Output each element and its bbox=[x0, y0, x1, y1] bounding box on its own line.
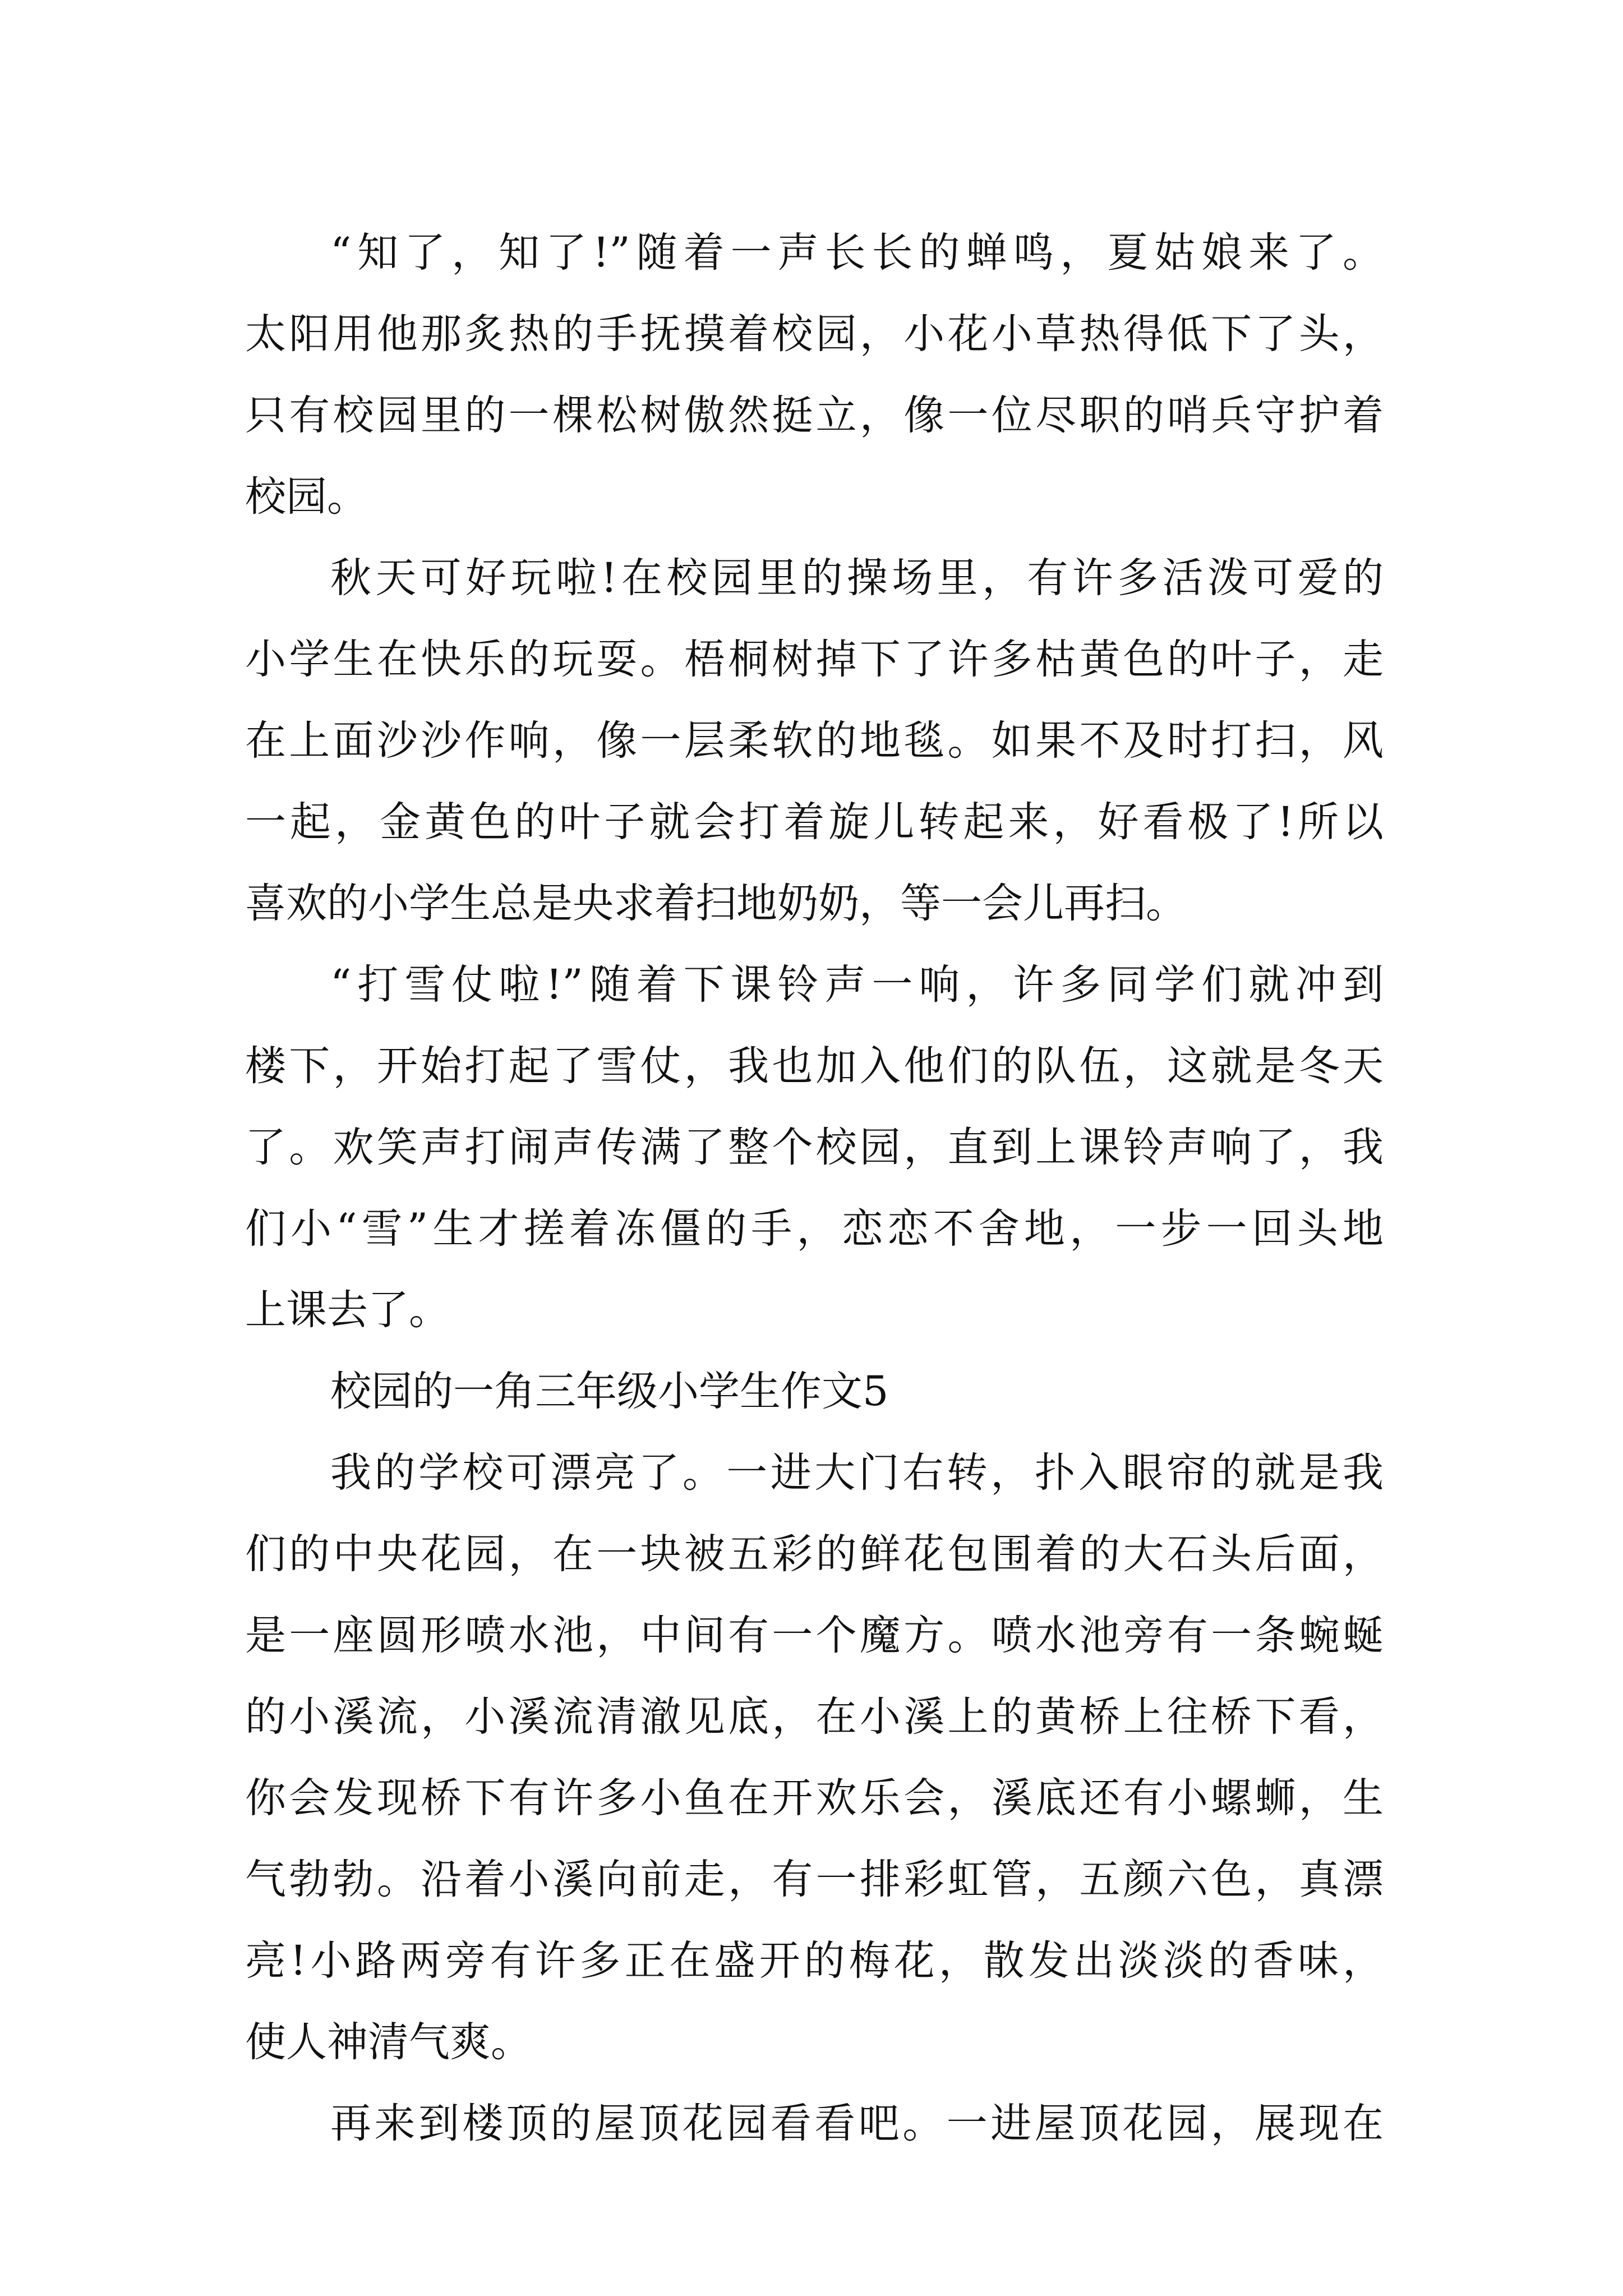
text-line: “知了，知了!”随着一声长长的蝉鸣，夏姑娘来了。 bbox=[330, 229, 1384, 277]
text-line: 我的学校可漂亮了。一进大门右转，扑入眼帘的就是我 bbox=[330, 1449, 1384, 1497]
text-line: 在上面沙沙作响，像一层柔软的地毯。如果不及时打扫，风 bbox=[245, 717, 1384, 765]
text-line: 小学生在快乐的玩耍。梧桐树掉下了许多枯黄色的叶子，走 bbox=[245, 636, 1384, 683]
text-line: 们的中央花园，在一块被五彩的鲜花包围着的大石头后面， bbox=[245, 1530, 1384, 1578]
text-line: 们小“雪”生才搓着冻僵的手，恋恋不舍地，一步一回头地 bbox=[245, 1205, 1384, 1253]
text-line: 的小溪流，小溪流清澈见底，在小溪上的黄桥上往桥下看， bbox=[245, 1693, 1384, 1741]
text-line: 喜欢的小学生总是央求着扫地奶奶，等一会儿再扫。 bbox=[245, 880, 1187, 927]
text-line: 一起，金黄色的叶子就会打着旋儿转起来，好看极了!所以 bbox=[245, 798, 1384, 846]
text-line: 了。欢笑声打闹声传满了整个校园，直到上课铃声响了，我 bbox=[245, 1124, 1384, 1171]
text-line: 楼下，开始打起了雪仗，我也加入他们的队伍，这就是冬天 bbox=[245, 1042, 1384, 1090]
text-line: 你会发现桥下有许多小鱼在开欢乐会，溪底还有小螺蛳，生 bbox=[245, 1774, 1384, 1822]
section-heading: 校园的一角三年级小学生作文5 bbox=[330, 1368, 889, 1415]
text-line: “打雪仗啦!”随着下课铃声一响，许多同学们就冲到 bbox=[330, 961, 1384, 1009]
text-line: 秋天可好玩啦!在校园里的操场里，有许多活泼可爱的 bbox=[330, 554, 1384, 602]
document-body bbox=[245, 212, 1384, 2164]
text-line: 太阳用他那炙热的手抚摸着校园，小花小草热得低下了头， bbox=[245, 310, 1384, 358]
text-line: 上课去了。 bbox=[245, 1286, 450, 1334]
text-line: 亮!小路两旁有许多正在盛开的梅花，散发出淡淡的香味， bbox=[245, 1937, 1384, 1985]
text-line: 气勃勃。沿着小溪向前走，有一排彩虹管，五颜六色，真漂 bbox=[245, 1856, 1384, 1903]
text-line: 是一座圆形喷水池，中间有一个魔方。喷水池旁有一条蜿蜒 bbox=[245, 1612, 1384, 1659]
text-line: 只有校园里的一棵松树傲然挺立，像一位尽职的哨兵守护着 bbox=[245, 392, 1384, 439]
text-line: 再来到楼顶的屋顶花园看看吧。一进屋顶花园，展现在 bbox=[330, 2100, 1384, 2147]
text-line: 校园。 bbox=[245, 473, 368, 521]
text-line: 使人神清气爽。 bbox=[245, 2018, 532, 2066]
